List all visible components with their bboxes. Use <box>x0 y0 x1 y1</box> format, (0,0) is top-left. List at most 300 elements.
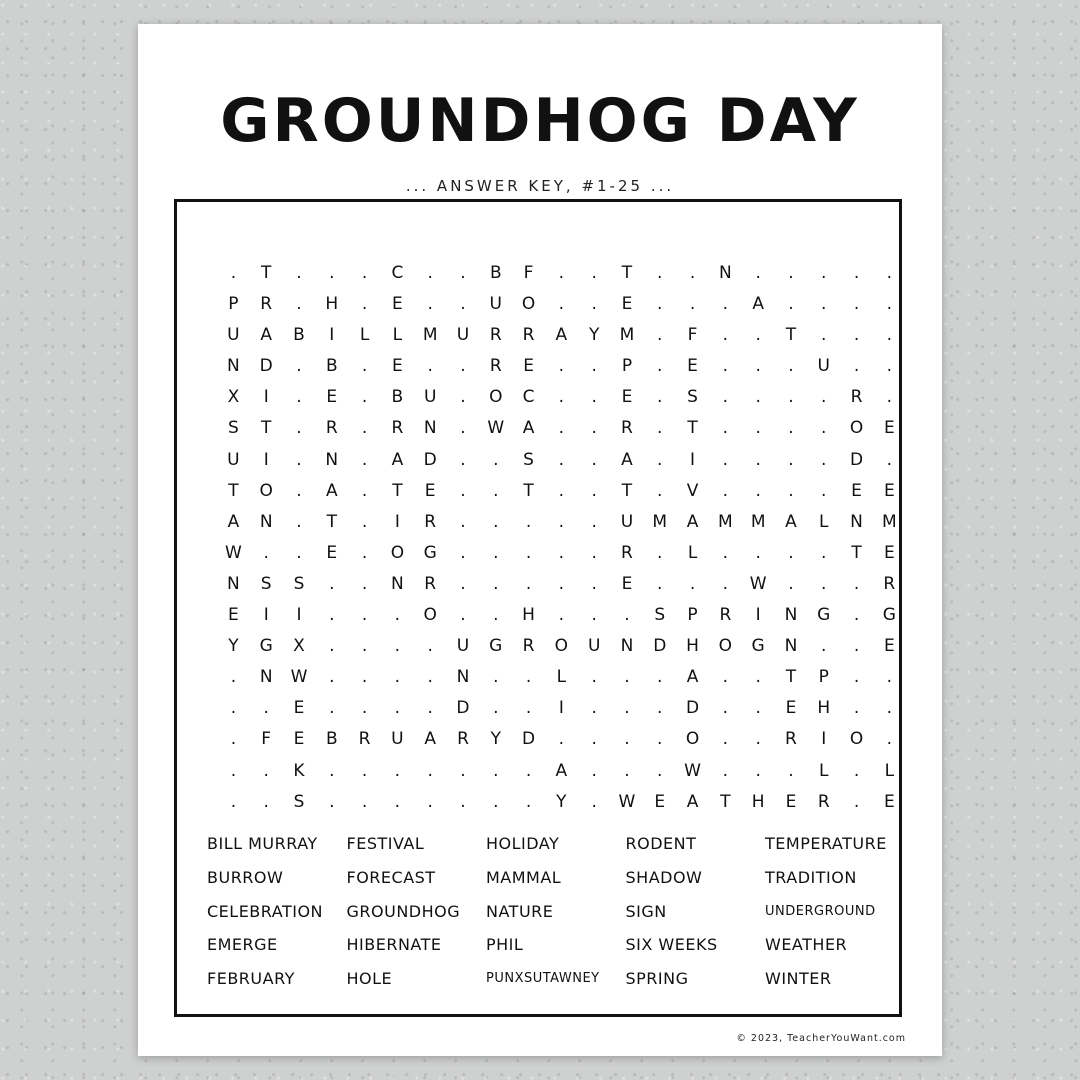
grid-cell: . <box>361 294 368 315</box>
grid-cell: F <box>261 729 272 750</box>
grid-cell: A <box>621 449 633 470</box>
grid-cell: . <box>263 791 269 812</box>
grid-cell: N <box>259 667 273 688</box>
worksheet-page <box>138 24 942 1056</box>
word-list-item: GROUNDHOG <box>346 901 461 921</box>
grid-cell: . <box>558 542 565 563</box>
grid-cell: . <box>788 480 794 501</box>
grid-cell: . <box>361 511 368 532</box>
grid-cell: . <box>591 294 597 315</box>
grid-cell: D <box>849 449 864 470</box>
grid-cell: . <box>722 667 729 688</box>
grid-cell: T <box>720 791 731 812</box>
grid-cell: . <box>460 760 466 781</box>
grid-cell: A <box>260 325 273 346</box>
grid-cell: . <box>230 729 237 750</box>
word-list-item: PUNXSUTAWNEY <box>486 971 600 987</box>
grid-cell: . <box>296 418 302 439</box>
word-list-item: HOLIDAY <box>486 834 560 853</box>
grid-cell: . <box>657 387 663 408</box>
grid-cell: S <box>654 605 666 626</box>
grid-cell: E <box>293 729 305 750</box>
grid-cell: . <box>361 760 368 781</box>
grid-cell: C <box>391 263 404 283</box>
grid-cell: U <box>423 387 437 408</box>
grid-cell: . <box>657 698 663 719</box>
grid-cell: . <box>821 325 827 346</box>
grid-cell: . <box>558 511 565 532</box>
grid-cell: T <box>523 480 534 501</box>
grid-cell: . <box>722 573 729 594</box>
grid-cell: . <box>722 760 729 781</box>
grid-cell: . <box>689 573 696 594</box>
grid-cell: . <box>460 573 466 594</box>
grid-cell: . <box>493 667 499 688</box>
grid-cell: . <box>296 480 302 501</box>
grid-cell: Y <box>556 791 567 812</box>
grid-cell: . <box>329 667 335 688</box>
grid-cell: . <box>886 667 893 688</box>
grid-cell: . <box>493 698 499 719</box>
grid-cell: . <box>460 542 466 563</box>
grid-cell: Y <box>228 636 239 657</box>
grid-cell: . <box>558 573 565 594</box>
grid-cell: . <box>361 387 368 408</box>
grid-cell: . <box>296 387 302 408</box>
grid-cell: . <box>886 325 893 346</box>
grid-cell: E <box>228 605 239 626</box>
grid-cell: A <box>686 511 699 532</box>
grid-cell: . <box>788 263 794 283</box>
grid-cell: . <box>394 605 401 626</box>
grid-cell: D <box>423 449 437 470</box>
grid-cell: G <box>259 636 273 657</box>
grid-cell: . <box>591 418 597 439</box>
grid-cell: I <box>296 605 302 626</box>
grid-cell: . <box>722 729 729 750</box>
grid-cell: E <box>883 542 895 563</box>
grid-cell: . <box>361 356 368 377</box>
grid-cell: E <box>785 698 797 719</box>
grid-cell: . <box>853 791 860 812</box>
grid-cell: U <box>620 511 634 532</box>
grid-cell: . <box>460 356 466 377</box>
grid-cell: . <box>755 542 761 563</box>
grid-cell: I <box>263 387 269 408</box>
grid-cell: . <box>263 760 269 781</box>
grid-cell: E <box>883 791 895 812</box>
grid-cell: R <box>260 294 273 315</box>
grid-cell: . <box>296 263 302 283</box>
grid-cell: . <box>493 480 499 501</box>
grid-cell: E <box>785 791 797 812</box>
grid-cell: I <box>394 511 400 532</box>
grid-cell: V <box>686 480 699 501</box>
grid-cell: . <box>525 667 532 688</box>
grid-cell: O <box>685 729 700 750</box>
grid-cell: I <box>263 605 269 626</box>
grid-cell: . <box>230 760 237 781</box>
grid-cell: . <box>591 356 597 377</box>
grid-cell: R <box>358 729 371 750</box>
word-list-item: PHIL <box>486 935 524 955</box>
grid-cell: C <box>522 387 535 408</box>
grid-cell: F <box>523 263 534 283</box>
grid-cell: . <box>427 791 433 812</box>
word-list-item: TEMPERATURE <box>765 834 887 853</box>
grid-cell: . <box>394 698 401 719</box>
word-list <box>207 834 905 1003</box>
grid-cell: . <box>493 573 499 594</box>
word-list-item: WINTER <box>765 969 832 989</box>
copyright-footer: © 2023, TeacherYouWant.com <box>736 1033 906 1044</box>
grid-cell: N <box>227 573 240 594</box>
grid-cell: . <box>788 387 794 408</box>
grid-cell: . <box>361 636 368 657</box>
grid-cell: B <box>391 387 404 408</box>
grid-cell: Y <box>588 325 600 346</box>
grid-cell: . <box>591 605 597 626</box>
grid-cell: M <box>652 511 668 532</box>
grid-cell: . <box>886 294 893 315</box>
grid-cell: L <box>819 760 829 781</box>
grid-cell: . <box>624 605 630 626</box>
grid-cell: P <box>621 356 633 377</box>
grid-cell: R <box>489 356 502 377</box>
grid-cell: O <box>259 480 273 501</box>
grid-cell: A <box>686 667 699 688</box>
word-list-item: RODENT <box>625 834 697 853</box>
grid-cell: . <box>525 698 532 719</box>
grid-cell: A <box>752 294 764 315</box>
grid-cell: . <box>722 449 729 470</box>
grid-cell: . <box>230 263 237 283</box>
grid-cell: . <box>493 605 499 626</box>
grid-cell: R <box>522 636 535 657</box>
grid-cell: . <box>657 325 663 346</box>
grid-cell: S <box>523 449 534 470</box>
grid-cell: . <box>263 542 269 563</box>
grid-cell: . <box>591 791 597 812</box>
grid-cell: T <box>785 325 797 346</box>
grid-cell: . <box>591 480 597 501</box>
grid-cell: . <box>624 698 630 719</box>
grid-cell: . <box>591 263 597 283</box>
grid-cell: U <box>456 325 470 346</box>
grid-cell: A <box>424 729 436 750</box>
grid-cell: O <box>489 387 503 408</box>
grid-cell: . <box>657 263 663 283</box>
grid-cell: W <box>487 418 505 439</box>
grid-cell: . <box>657 542 663 563</box>
grid-cell: N <box>227 356 240 377</box>
grid-cell: . <box>361 263 368 283</box>
grid-cell: D <box>522 729 536 750</box>
grid-cell: E <box>523 356 534 377</box>
grid-cell: . <box>394 667 401 688</box>
grid-cell: B <box>489 263 502 283</box>
grid-cell: . <box>722 542 729 563</box>
grid-cell: . <box>657 449 663 470</box>
grid-cell: . <box>853 636 860 657</box>
grid-cell: T <box>621 263 633 283</box>
grid-cell: . <box>230 667 237 688</box>
grid-cell: P <box>687 605 698 626</box>
grid-cell: K <box>293 760 305 781</box>
grid-cell: . <box>886 729 893 750</box>
grid-cell: R <box>424 573 437 594</box>
grid-cell: . <box>525 542 532 563</box>
word-list-item: UNDERGROUND <box>765 903 876 919</box>
word-list-item: SIGN <box>625 901 667 921</box>
grid-cell: . <box>591 667 597 688</box>
grid-cell: . <box>722 480 729 501</box>
grid-cell: D <box>653 636 667 657</box>
grid-cell: N <box>850 511 863 532</box>
grid-cell: . <box>886 449 893 470</box>
grid-cell: . <box>821 573 827 594</box>
grid-cell: . <box>558 480 565 501</box>
grid-cell: E <box>687 356 698 377</box>
grid-cell: . <box>657 760 663 781</box>
grid-cell: . <box>460 294 466 315</box>
grid-cell: . <box>361 667 368 688</box>
grid-cell: R <box>621 542 633 563</box>
grid-cell: R <box>489 325 502 346</box>
grid-cell: E <box>293 698 305 719</box>
grid-cell: S <box>687 387 698 408</box>
word-list-item: TRADITION <box>765 867 857 887</box>
grid-cell: N <box>784 605 798 626</box>
word-list-item: NATURE <box>486 901 554 921</box>
grid-cell: H <box>325 294 339 315</box>
grid-cell: X <box>293 636 305 657</box>
grid-cell: . <box>558 294 565 315</box>
grid-cell: R <box>719 605 732 626</box>
grid-cell: . <box>853 667 860 688</box>
grid-cell: . <box>558 449 565 470</box>
grid-cell: T <box>392 480 403 501</box>
grid-cell: O <box>554 636 569 657</box>
grid-cell: M <box>718 511 733 532</box>
grid-cell: W <box>684 760 701 781</box>
grid-cell: T <box>785 667 797 688</box>
grid-cell: B <box>325 356 338 377</box>
grid-cell: . <box>657 294 663 315</box>
grid-cell: I <box>263 449 269 470</box>
grid-cell: . <box>624 760 630 781</box>
word-list-item: EMERGE <box>207 935 278 955</box>
grid-cell: T <box>621 480 633 501</box>
grid-cell: M <box>619 325 635 346</box>
grid-cell: M <box>882 511 897 532</box>
grid-cell: I <box>558 698 564 719</box>
grid-cell: . <box>296 511 302 532</box>
grid-cell: . <box>427 760 433 781</box>
grid-cell: . <box>493 542 499 563</box>
grid-cell: H <box>522 605 535 626</box>
grid-cell: . <box>460 387 466 408</box>
grid-cell: U <box>587 636 601 657</box>
grid-cell: . <box>329 263 335 283</box>
grid-cell: . <box>886 263 893 283</box>
grid-cell: L <box>359 325 370 346</box>
grid-cell: U <box>227 325 240 346</box>
grid-cell: T <box>261 418 272 439</box>
grid-cell: W <box>290 667 308 688</box>
grid-cell: . <box>361 542 368 563</box>
grid-cell: . <box>755 449 761 470</box>
grid-cell: M <box>750 511 766 532</box>
grid-cell: H <box>817 698 831 719</box>
grid-cell: E <box>392 294 403 315</box>
grid-cell: U <box>456 636 470 657</box>
grid-cell: U <box>817 356 830 377</box>
grid-cell: . <box>722 294 729 315</box>
grid-cell: . <box>657 418 663 439</box>
grid-cell: . <box>558 605 565 626</box>
grid-cell: . <box>427 636 433 657</box>
page-title: GROUNDHOG DAY <box>220 86 860 156</box>
grid-cell: . <box>296 294 302 315</box>
grid-cell: . <box>296 449 302 470</box>
grid-cell: . <box>427 667 433 688</box>
grid-cell: . <box>230 698 237 719</box>
page-subtitle: ... ANSWER KEY, #1-25 ... <box>405 177 675 195</box>
grid-cell: R <box>817 791 830 812</box>
grid-cell: G <box>423 542 437 563</box>
grid-cell: . <box>755 325 761 346</box>
grid-cell: . <box>361 480 368 501</box>
grid-cell: . <box>853 698 860 719</box>
grid-cell: . <box>296 356 302 377</box>
grid-cell: . <box>329 573 335 594</box>
grid-cell: B <box>325 729 338 750</box>
grid-cell: . <box>853 356 860 377</box>
word-list-item: HIBERNATE <box>346 935 442 955</box>
grid-cell: Y <box>490 729 501 750</box>
grid-cell: N <box>620 636 634 657</box>
grid-cell: . <box>361 791 368 812</box>
grid-cell: E <box>883 480 895 501</box>
grid-cell: D <box>259 356 273 377</box>
grid-cell: . <box>755 387 761 408</box>
grid-cell: R <box>325 418 338 439</box>
grid-cell: . <box>427 263 433 283</box>
grid-cell: W <box>749 573 767 594</box>
grid-cell: . <box>394 636 401 657</box>
grid-cell: . <box>591 698 597 719</box>
grid-cell: F <box>687 325 698 346</box>
grid-cell: D <box>686 698 700 719</box>
grid-cell: . <box>558 418 565 439</box>
grid-cell: . <box>788 356 794 377</box>
grid-cell: . <box>591 511 597 532</box>
grid-cell: . <box>460 449 466 470</box>
grid-cell: . <box>722 387 729 408</box>
word-list-item: BILL MURRAY <box>207 834 318 853</box>
grid-cell: A <box>227 511 240 532</box>
grid-cell: T <box>851 542 862 563</box>
grid-cell: A <box>555 325 568 346</box>
grid-cell: R <box>883 573 896 594</box>
grid-cell: L <box>819 511 829 532</box>
word-list-item: CELEBRATION <box>207 901 324 921</box>
grid-cell: N <box>784 636 798 657</box>
grid-cell: H <box>751 791 765 812</box>
grid-cell: . <box>460 791 466 812</box>
grid-cell: E <box>621 387 633 408</box>
grid-cell: . <box>788 573 794 594</box>
grid-cell: . <box>821 636 827 657</box>
grid-cell: L <box>392 325 403 346</box>
grid-cell: . <box>788 760 794 781</box>
grid-cell: . <box>657 729 663 750</box>
grid-cell: . <box>361 573 368 594</box>
grid-cell: . <box>657 667 663 688</box>
grid-cell: . <box>853 294 860 315</box>
grid-cell: O <box>849 418 864 439</box>
grid-cell: . <box>591 542 597 563</box>
grid-cell: P <box>228 294 239 315</box>
grid-cell: . <box>755 356 761 377</box>
grid-cell: . <box>591 573 597 594</box>
grid-cell: . <box>394 760 401 781</box>
grid-cell: I <box>329 325 335 346</box>
grid-cell: . <box>722 418 729 439</box>
grid-cell: . <box>361 418 368 439</box>
grid-cell: . <box>624 729 630 750</box>
grid-cell: . <box>886 387 893 408</box>
grid-cell: N <box>391 573 404 594</box>
grid-cell: . <box>558 356 565 377</box>
grid-cell: A <box>325 480 338 501</box>
grid-cell: N <box>259 511 273 532</box>
grid-cell: . <box>329 605 335 626</box>
grid-cell: . <box>591 760 597 781</box>
grid-cell: . <box>755 480 761 501</box>
grid-cell: . <box>624 667 630 688</box>
grid-cell: O <box>521 294 536 315</box>
grid-cell: . <box>886 356 893 377</box>
grid-cell: . <box>460 511 466 532</box>
grid-cell: I <box>690 449 696 470</box>
grid-cell: . <box>657 573 663 594</box>
grid-cell: E <box>326 387 338 408</box>
grid-cell: . <box>788 449 794 470</box>
grid-cell: . <box>394 791 401 812</box>
grid-cell: . <box>263 698 269 719</box>
grid-cell: . <box>821 542 827 563</box>
word-list-item: FEBRUARY <box>207 969 295 989</box>
word-list-item: FESTIVAL <box>346 834 425 853</box>
grid-cell: . <box>361 449 368 470</box>
grid-cell: G <box>489 636 503 657</box>
grid-cell: . <box>230 791 237 812</box>
grid-cell: . <box>821 480 827 501</box>
grid-cell: E <box>883 418 895 439</box>
grid-cell: . <box>427 294 433 315</box>
grid-cell: A <box>391 449 404 470</box>
grid-cell: . <box>493 449 499 470</box>
grid-cell: L <box>687 542 698 563</box>
grid-cell: . <box>689 263 696 283</box>
grid-cell: T <box>228 480 239 501</box>
grid-cell: T <box>687 418 698 439</box>
grid-cell: . <box>722 698 729 719</box>
grid-cell: B <box>293 325 305 346</box>
grid-cell: . <box>755 418 761 439</box>
